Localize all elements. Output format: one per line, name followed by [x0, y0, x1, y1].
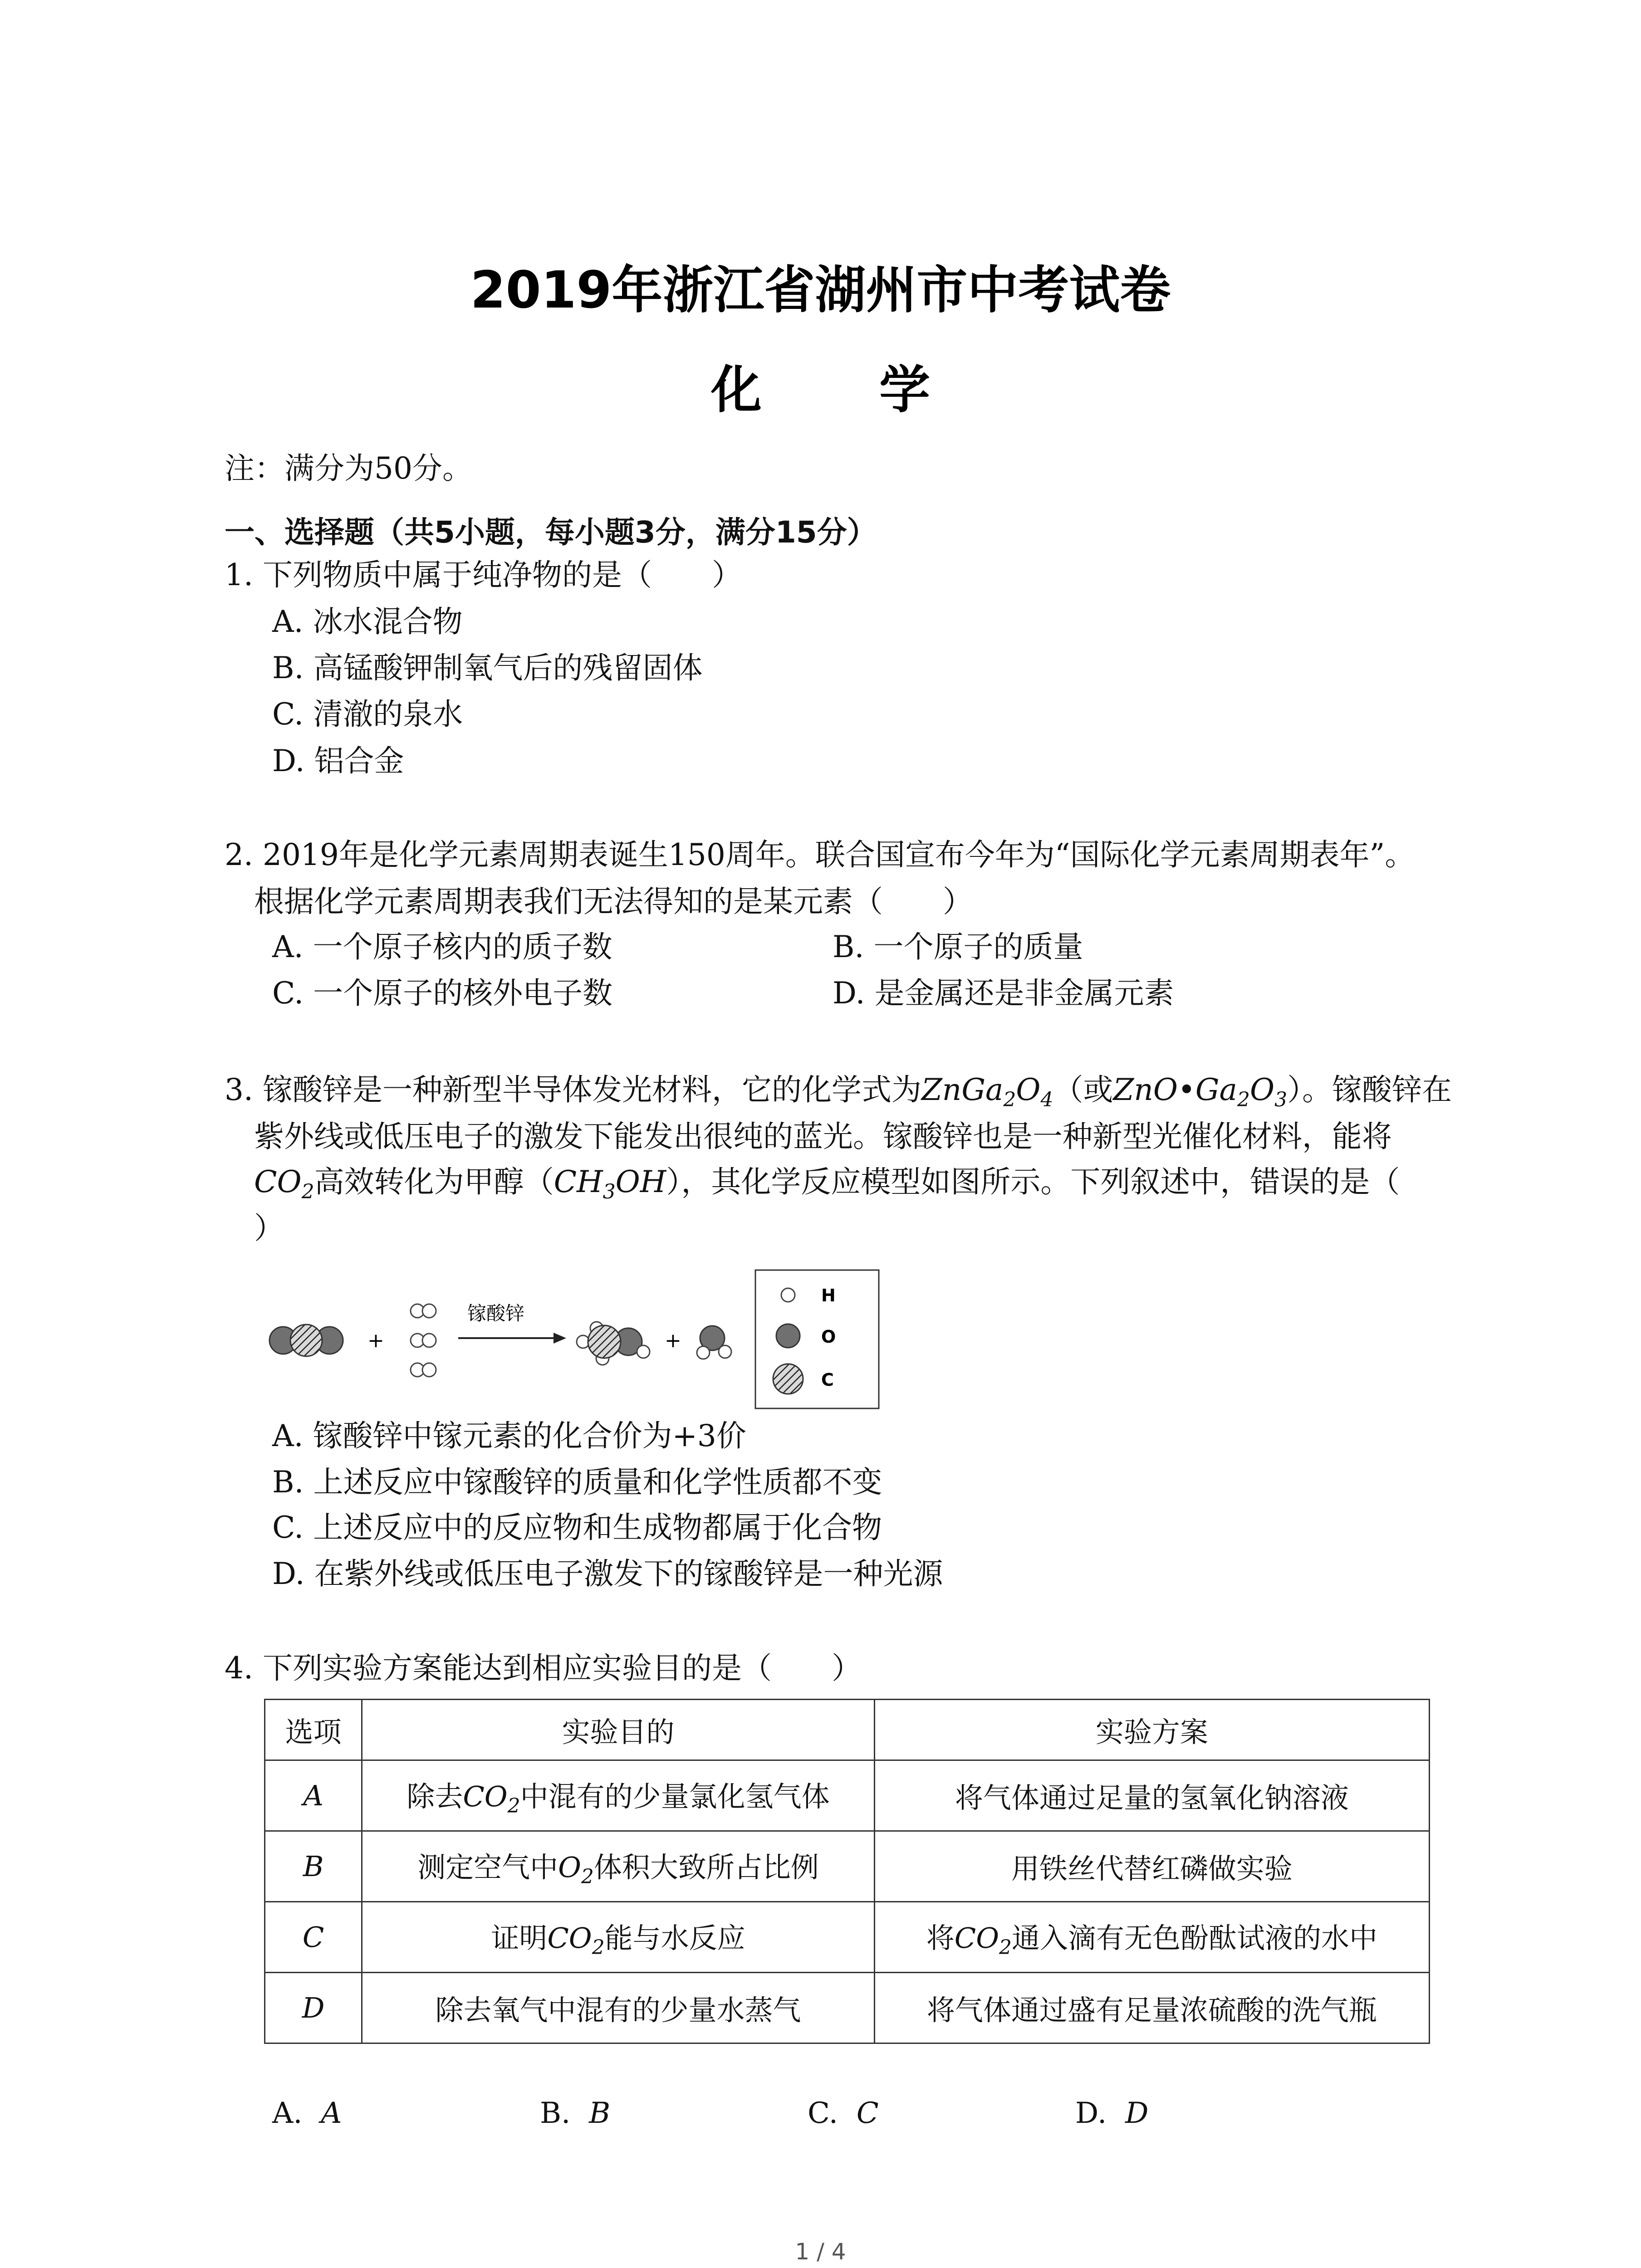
page-subtitle: 化 学 — [711, 361, 980, 420]
formula-co2: $CO_2$ — [254, 1164, 314, 1203]
question-3-line1: 3. 镓酸锌是一种新型半导体发光材料，它的化学式为$ZnGa_2O_4$（或$ZnO•Ga_2O_3$）。镓酸锌在 — [225, 1072, 1452, 1111]
plus-sign-1: + — [367, 1329, 384, 1352]
table-cell-plan: 将气体通过足量的氢氧化钠溶液 — [874, 1760, 1429, 1831]
reaction-model-diagram — [263, 1266, 898, 1415]
question-4-answer-d: D. D — [1075, 2097, 1149, 2130]
table-cell-option: C — [265, 1902, 362, 1973]
formula-ch3oh: $CH_3OH$ — [554, 1164, 666, 1203]
question-3-option-c: C. 上述反应中的反应物和生成物都属于化合物 — [272, 1510, 882, 1545]
table-header-row — [265, 1700, 1430, 1760]
question-4-answer-b: B. B — [540, 2097, 611, 2130]
table-header-plan: 实验方案 — [874, 1700, 1429, 1760]
legend-label-c: C — [821, 1370, 834, 1390]
question-2-option-d: D. 是金属还是非金属元素 — [833, 976, 1174, 1011]
carbon-atom-icon — [773, 1364, 803, 1394]
question-1-stem: 1. 下列物质中属于纯净物的是（ ） — [225, 557, 742, 592]
question-1-option-d: D. 铝合金 — [272, 743, 404, 778]
table-row — [265, 1902, 1430, 1973]
diagram-legend — [755, 1270, 879, 1408]
oxygen-atom-icon — [776, 1324, 800, 1348]
score-note: 注：满分为50分。 — [225, 451, 472, 486]
formula-znga2o4: $ZnGa_2O_4$ — [921, 1072, 1053, 1111]
hydrogen-molecules-icon — [411, 1304, 436, 1377]
question-1-option-a: A. 冰水混合物 — [272, 604, 463, 639]
table-row — [265, 1973, 1430, 2043]
catalyst-label: 镓酸锌 — [467, 1302, 525, 1325]
question-3-option-d: D. 在紫外线或低压电子激发下的镓酸锌是一种光源 — [272, 1556, 943, 1591]
question-3-line3: $CO_2$高效转化为甲醇$(CH_3OH)$，其化学反应模型如图所示。下列叙述中，错误的是（ — [254, 1164, 1400, 1203]
question-1-option-c: C. 清澈的泉水 — [272, 697, 463, 732]
experiment-table — [264, 1699, 1430, 2044]
question-3-line2: 紫外线或低压电子的激发下能发出很纯的蓝光。镓酸锌也是一种新型光催化材料，能将 — [254, 1119, 1392, 1154]
legend-label-h: H — [821, 1286, 836, 1305]
question-4-answer-c: C. C — [808, 2097, 879, 2130]
methanol-molecule-icon — [577, 1322, 650, 1365]
question-2-stem-line2: 根据化学元素周期表我们无法得知的是某元素（ ） — [254, 884, 973, 919]
section-heading: 一、选择题（共5小题，每小题3分，满分15分） — [225, 515, 877, 550]
plus-sign-2: + — [665, 1329, 681, 1352]
question-4-stem: 4. 下列实验方案能达到相应实验目的是（ ） — [225, 1651, 862, 1686]
question-2-option-a: A. 一个原子核内的质子数 — [272, 929, 612, 964]
table-cell-goal: 测定空气中$O_2$体积大致所占比例 — [362, 1831, 875, 1902]
question-2-stem-line1: 2. 2019年是化学元素周期表诞生150周年。联合国宣布今年为“国际化学元素周期表年”。 — [225, 837, 1415, 872]
reaction-arrow-icon — [458, 1333, 566, 1344]
question-4-answer-a: A. A — [272, 2097, 342, 2130]
question-3-option-b: B. 上述反应中镓酸锌的质量和化学性质都不变 — [272, 1465, 882, 1500]
formula-zno-ga2o3: $ZnO•Ga_2O_3$ — [1113, 1072, 1288, 1111]
legend-label-o: O — [821, 1327, 836, 1347]
water-molecule-icon — [697, 1326, 731, 1359]
table-cell-goal: 证明$CO_2$能与水反应 — [362, 1902, 875, 1973]
table-row — [265, 1760, 1430, 1831]
page-number: 1 / 4 — [795, 2239, 846, 2265]
table-row — [265, 1831, 1430, 1902]
table-cell-goal: 除去$CO_2$中混有的少量氯化氢气体 — [362, 1760, 875, 1831]
table-cell-plan: 将$CO_2$通入滴有无色酚酞试液的水中 — [874, 1902, 1429, 1973]
question-2-option-c: C. 一个原子的核外电子数 — [272, 976, 613, 1011]
page-title: 2019年浙江省湖州市中考试卷 — [470, 261, 1171, 320]
hydrogen-atom-icon — [781, 1288, 795, 1302]
table-cell-option: D — [265, 1973, 362, 2043]
table-cell-goal: 除去氧气中混有的少量水蒸气 — [362, 1973, 875, 2043]
question-3-option-a: A. 镓酸锌中镓元素的化合价为+3价 — [272, 1418, 746, 1453]
question-3-line4: ） — [254, 1211, 284, 1246]
table-header-option: 选项 — [265, 1700, 362, 1760]
table-cell-plan: 用铁丝代替红磷做实验 — [874, 1831, 1429, 1902]
co2-molecule-icon — [269, 1325, 343, 1356]
table-cell-option: B — [265, 1831, 362, 1902]
table-header-goal: 实验目的 — [362, 1700, 875, 1760]
table-cell-option: A — [265, 1760, 362, 1831]
table-cell-plan: 将气体通过盛有足量浓硫酸的洗气瓶 — [874, 1973, 1429, 2043]
question-2-option-b: B. 一个原子的质量 — [833, 929, 1083, 964]
question-1-option-b: B. 高锰酸钾制氧气后的残留固体 — [272, 650, 703, 685]
